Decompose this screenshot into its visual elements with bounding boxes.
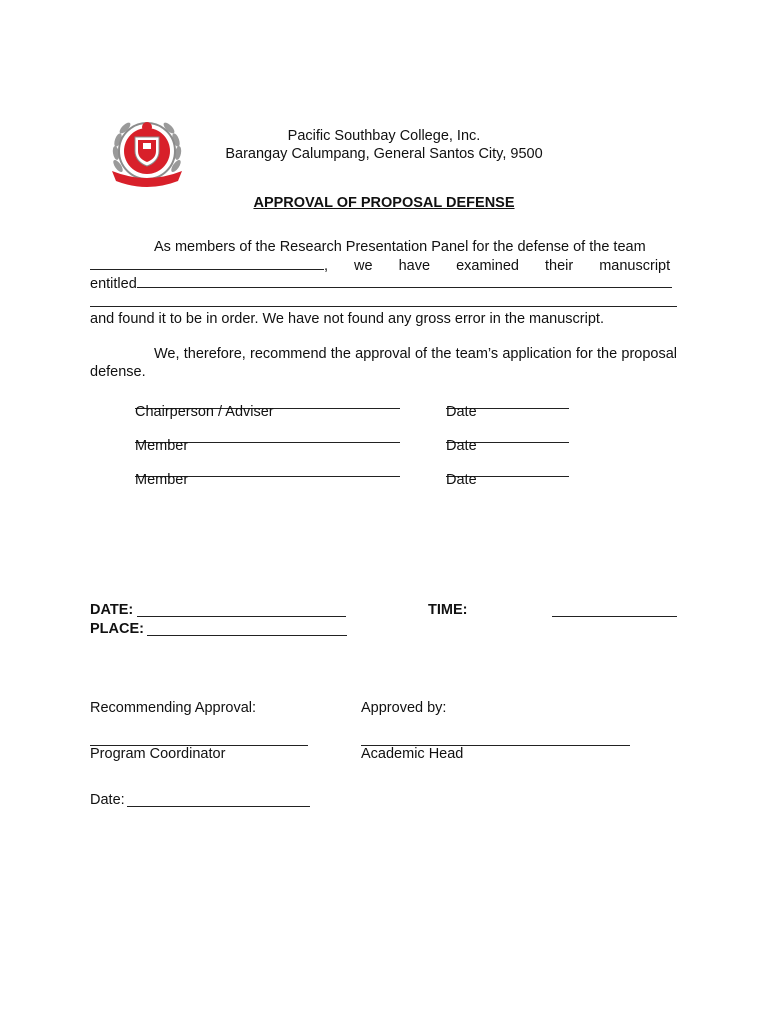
- form-title: APPROVAL OF PROPOSAL DEFENSE: [253, 195, 515, 211]
- recommending-approval-label: Recommending Approval:: [90, 700, 257, 716]
- program-coordinator-label: Program Coordinator: [90, 746, 226, 762]
- paragraph-intro-line3: [90, 274, 677, 293]
- entitled-text: entitled: [90, 276, 137, 292]
- date-label-member-2: Date: [446, 472, 477, 488]
- academic-head-label: Academic Head: [361, 746, 464, 762]
- time-label: TIME:: [428, 602, 468, 618]
- team-name-blank[interactable]: [90, 256, 324, 270]
- manuscript-title-blank[interactable]: [137, 274, 672, 288]
- approved-by-label: Approved by:: [361, 700, 447, 716]
- date-blank[interactable]: [137, 602, 346, 617]
- manuscript-title-blank-2[interactable]: [90, 306, 677, 307]
- institution-name: Pacific Southbay College, Inc.: [287, 128, 481, 144]
- approval-date-label: Date:: [90, 792, 125, 808]
- date-label-chairperson: Date: [446, 404, 477, 420]
- paragraph-intro-line1: As members of the Research Presentation Panel for the defense of the team: [154, 239, 646, 255]
- college-seal-logo: [108, 113, 186, 193]
- date-label-member-1: Date: [446, 438, 477, 454]
- paragraph-intro-line4: and found it to be in order. We have not found any gross error in the manuscript.: [90, 311, 604, 327]
- time-blank[interactable]: [552, 602, 677, 617]
- paragraph-intro-line2: [90, 256, 677, 275]
- paragraph-recommend: We, therefore, recommend the approval of the team’s application for the proposal defense.: [90, 346, 677, 380]
- role-member-2: Member: [135, 472, 189, 488]
- institution-address: Barangay Calumpang, General Santos City, 9500: [225, 146, 543, 162]
- we-have-text: , we have examined their manuscript: [324, 258, 671, 274]
- date-label: DATE:: [90, 602, 134, 618]
- role-chairperson: Chairperson / Adviser: [135, 404, 274, 420]
- place-blank[interactable]: [147, 621, 347, 636]
- place-label: PLACE:: [90, 621, 144, 637]
- role-member-1: Member: [135, 438, 189, 454]
- approval-date-blank[interactable]: [127, 792, 310, 807]
